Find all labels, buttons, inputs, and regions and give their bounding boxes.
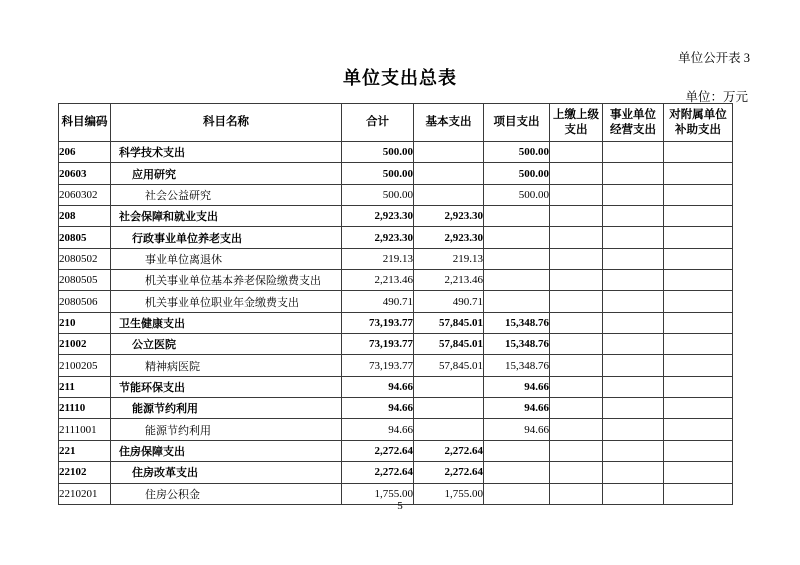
basic-expense-cell: 2,923.30 [414, 227, 484, 248]
total-cell: 2,923.30 [342, 227, 414, 248]
total-cell: 2,272.64 [342, 440, 414, 461]
basic-expense-cell: 2,272.64 [414, 440, 484, 461]
upper-payment-cell [550, 355, 603, 376]
table-row [59, 248, 733, 269]
upper-payment-cell [550, 462, 603, 483]
subsidy-cell [664, 398, 733, 419]
subject-code-cell: 2080506 [59, 291, 111, 312]
upper-payment-cell [550, 142, 603, 163]
expenditure-table [58, 103, 733, 505]
total-cell: 219.13 [342, 248, 414, 269]
project-expense-cell: 15,348.76 [484, 334, 550, 355]
basic-expense-cell [414, 419, 484, 440]
basic-expense-cell [414, 184, 484, 205]
subject-code-cell: 2080502 [59, 248, 111, 269]
table-row [59, 334, 733, 355]
project-expense-cell: 94.66 [484, 419, 550, 440]
subject-code-cell: 2111001 [59, 419, 111, 440]
total-cell: 2,213.46 [342, 270, 414, 291]
total-cell: 94.66 [342, 376, 414, 397]
subject-name-cell: 社会保障和就业支出 [111, 206, 342, 227]
operating-expense-cell [603, 462, 664, 483]
total-cell: 500.00 [342, 184, 414, 205]
subsidy-cell [664, 334, 733, 355]
subject-name-cell: 精神病医院 [111, 355, 342, 376]
subject-name-cell: 科学技术支出 [111, 142, 342, 163]
operating-expense-cell [603, 206, 664, 227]
subject-code-cell: 206 [59, 142, 111, 163]
unit-label: 单位：万元 [685, 90, 748, 104]
operating-expense-cell [603, 398, 664, 419]
header-basic-expense: 基本支出 [414, 104, 484, 142]
upper-payment-cell [550, 206, 603, 227]
subsidy-cell [664, 248, 733, 269]
project-expense-cell: 500.00 [484, 163, 550, 184]
subject-code-cell: 20603 [59, 163, 111, 184]
subsidy-cell [664, 227, 733, 248]
table-row [59, 227, 733, 248]
basic-expense-cell: 2,213.46 [414, 270, 484, 291]
subject-code-cell: 20805 [59, 227, 111, 248]
basic-expense-cell: 2,272.64 [414, 462, 484, 483]
basic-expense-cell [414, 398, 484, 419]
total-cell: 490.71 [342, 291, 414, 312]
project-expense-cell: 500.00 [484, 142, 550, 163]
subsidy-cell [664, 270, 733, 291]
subject-code-cell: 221 [59, 440, 111, 461]
project-expense-cell [484, 440, 550, 461]
subsidy-cell [664, 440, 733, 461]
subject-code-cell: 21110 [59, 398, 111, 419]
basic-expense-cell [414, 376, 484, 397]
subject-code-cell: 2210201 [59, 483, 111, 504]
operating-expense-cell [603, 184, 664, 205]
subject-code-cell: 211 [59, 376, 111, 397]
total-cell: 2,923.30 [342, 206, 414, 227]
upper-payment-cell [550, 334, 603, 355]
header-upper-payment: 上缴上级支出 [550, 104, 603, 142]
basic-expense-cell [414, 163, 484, 184]
table-row [59, 184, 733, 205]
subsidy-cell [664, 355, 733, 376]
header-operating-expense: 事业单位经营支出 [603, 104, 664, 142]
subject-name-cell: 社会公益研究 [111, 184, 342, 205]
table-row [59, 376, 733, 397]
subject-name-cell: 能源节约利用 [111, 398, 342, 419]
subject-name-cell: 能源节约利用 [111, 419, 342, 440]
project-expense-cell: 500.00 [484, 184, 550, 205]
total-cell: 94.66 [342, 419, 414, 440]
table-body [59, 142, 733, 505]
basic-expense-cell: 219.13 [414, 248, 484, 269]
project-expense-cell [484, 248, 550, 269]
table-row [59, 163, 733, 184]
header-subject-code: 科目编码 [59, 104, 111, 142]
upper-payment-cell [550, 270, 603, 291]
upper-payment-cell [550, 227, 603, 248]
table-row [59, 291, 733, 312]
subject-code-cell: 2080505 [59, 270, 111, 291]
header-subsidy: 对附属单位补助支出 [664, 104, 733, 142]
total-cell: 73,193.77 [342, 355, 414, 376]
operating-expense-cell [603, 312, 664, 333]
basic-expense-cell: 2,923.30 [414, 206, 484, 227]
project-expense-cell: 15,348.76 [484, 312, 550, 333]
basic-expense-cell: 57,845.01 [414, 355, 484, 376]
total-cell: 73,193.77 [342, 334, 414, 355]
basic-expense-cell: 57,845.01 [414, 334, 484, 355]
page-number: 5 [397, 500, 403, 512]
operating-expense-cell [603, 291, 664, 312]
table-row [59, 270, 733, 291]
subsidy-cell [664, 142, 733, 163]
subsidy-cell [664, 376, 733, 397]
operating-expense-cell [603, 248, 664, 269]
total-cell: 1,755.00 [342, 483, 414, 504]
operating-expense-cell [603, 419, 664, 440]
project-expense-cell: 94.66 [484, 398, 550, 419]
header-total: 合计 [342, 104, 414, 142]
upper-payment-cell [550, 440, 603, 461]
header-row [59, 104, 733, 142]
table-row [59, 206, 733, 227]
subsidy-cell [664, 462, 733, 483]
operating-expense-cell [603, 334, 664, 355]
subsidy-cell [664, 184, 733, 205]
basic-expense-cell: 1,755.00 [414, 483, 484, 504]
project-expense-cell [484, 206, 550, 227]
upper-payment-cell [550, 398, 603, 419]
subsidy-cell [664, 291, 733, 312]
table-row [59, 440, 733, 461]
table-row [59, 142, 733, 163]
table-row [59, 312, 733, 333]
upper-payment-cell [550, 248, 603, 269]
upper-payment-cell [550, 376, 603, 397]
project-expense-cell [484, 227, 550, 248]
upper-payment-cell [550, 312, 603, 333]
subject-name-cell: 事业单位离退休 [111, 248, 342, 269]
basic-expense-cell: 57,845.01 [414, 312, 484, 333]
subject-code-cell: 22102 [59, 462, 111, 483]
project-expense-cell [484, 291, 550, 312]
subsidy-cell [664, 312, 733, 333]
subject-code-cell: 2060302 [59, 184, 111, 205]
subsidy-cell [664, 206, 733, 227]
subject-name-cell: 机关事业单位基本养老保险缴费支出 [111, 270, 342, 291]
subject-name-cell: 行政事业单位养老支出 [111, 227, 342, 248]
table-header [59, 104, 733, 142]
operating-expense-cell [603, 270, 664, 291]
operating-expense-cell [603, 376, 664, 397]
subject-name-cell: 机关事业单位职业年金缴费支出 [111, 291, 342, 312]
subject-code-cell: 21002 [59, 334, 111, 355]
corner-table-label: 单位公开表 3 [678, 51, 750, 65]
table-row [59, 462, 733, 483]
subsidy-cell [664, 163, 733, 184]
total-cell: 73,193.77 [342, 312, 414, 333]
project-expense-cell: 15,348.76 [484, 355, 550, 376]
subject-name-cell: 住房公积金 [111, 483, 342, 504]
operating-expense-cell [603, 355, 664, 376]
operating-expense-cell [603, 440, 664, 461]
table-row [59, 355, 733, 376]
page-title: 单位支出总表 [343, 68, 457, 88]
basic-expense-cell: 490.71 [414, 291, 484, 312]
subject-name-cell: 住房保障支出 [111, 440, 342, 461]
project-expense-cell [484, 462, 550, 483]
total-cell: 2,272.64 [342, 462, 414, 483]
total-cell: 94.66 [342, 398, 414, 419]
operating-expense-cell [603, 227, 664, 248]
basic-expense-cell [414, 142, 484, 163]
subject-name-cell: 应用研究 [111, 163, 342, 184]
header-project-expense: 项目支出 [484, 104, 550, 142]
project-expense-cell [484, 270, 550, 291]
subject-code-cell: 208 [59, 206, 111, 227]
subject-name-cell: 公立医院 [111, 334, 342, 355]
subject-name-cell: 节能环保支出 [111, 376, 342, 397]
header-subject-name: 科目名称 [111, 104, 342, 142]
subject-code-cell: 2100205 [59, 355, 111, 376]
total-cell: 500.00 [342, 163, 414, 184]
table-row [59, 419, 733, 440]
upper-payment-cell [550, 184, 603, 205]
total-cell: 500.00 [342, 142, 414, 163]
upper-payment-cell [550, 419, 603, 440]
operating-expense-cell [603, 142, 664, 163]
table-row [59, 398, 733, 419]
subject-name-cell: 住房改革支出 [111, 462, 342, 483]
project-expense-cell: 94.66 [484, 376, 550, 397]
upper-payment-cell [550, 163, 603, 184]
subsidy-cell [664, 419, 733, 440]
operating-expense-cell [603, 163, 664, 184]
subject-name-cell: 卫生健康支出 [111, 312, 342, 333]
upper-payment-cell [550, 291, 603, 312]
subject-code-cell: 210 [59, 312, 111, 333]
